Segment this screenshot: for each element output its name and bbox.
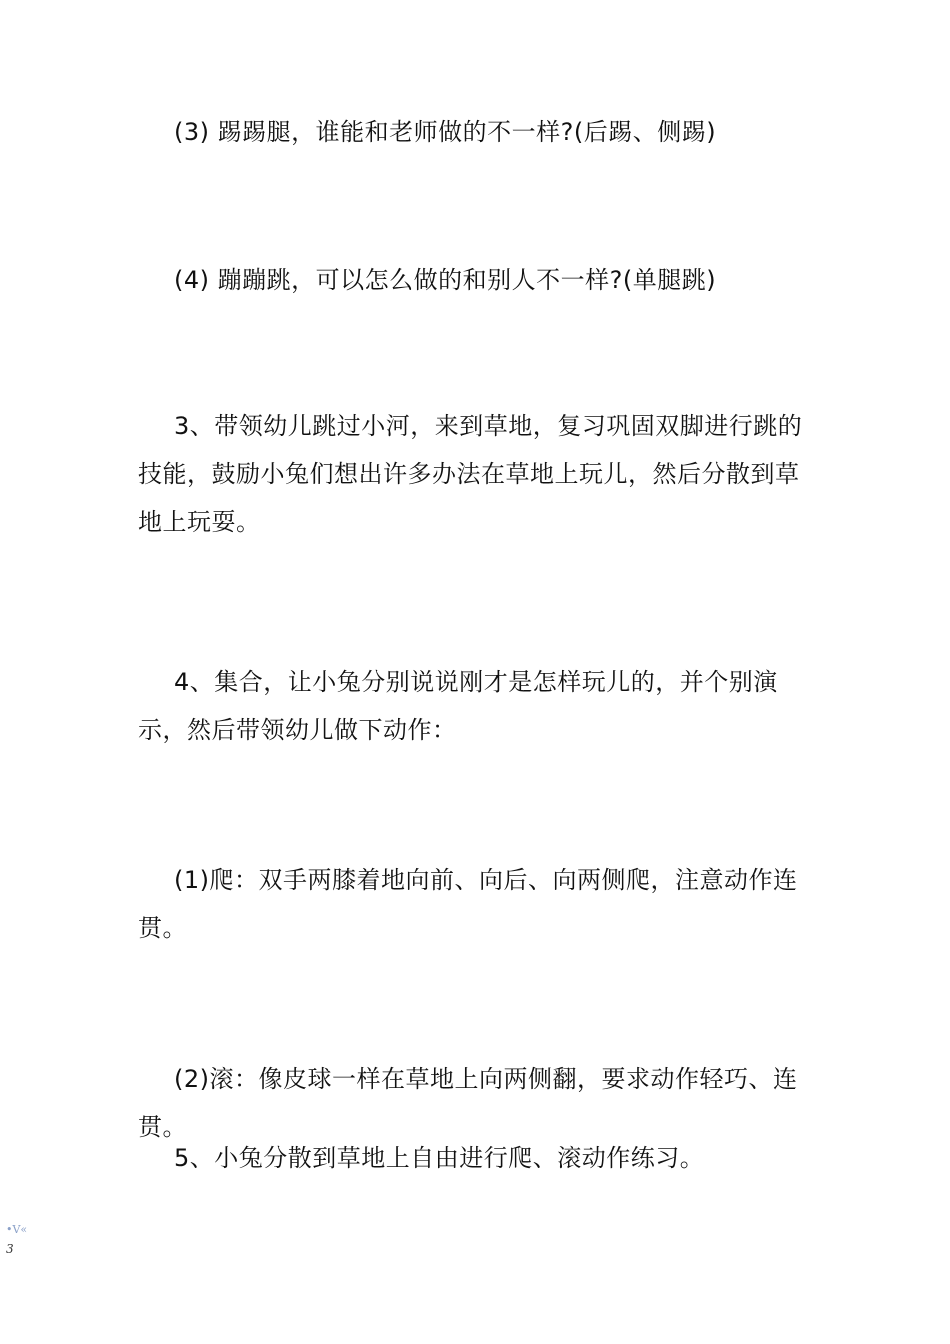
paragraph-step-3: 3、带领幼儿跳过小河，来到草地，复习巩固双脚进行跳的技能，鼓励小兔们想出许多办法在草地上玩儿，然后分散到草地上玩耍。 bbox=[138, 412, 803, 536]
paragraph-crawl: (1)爬：双手两膝着地向前、向后、向两侧爬，注意动作连贯。 bbox=[138, 866, 798, 942]
paragraph-step-4: 4、集合，让小兔分别说说刚才是怎样玩儿的，并个别演示，然后带领幼儿做下动作： bbox=[138, 668, 778, 744]
paragraph-roll: (2)滚：像皮球一样在草地上向两侧翻，要求动作轻巧、连贯。 bbox=[138, 1065, 798, 1141]
page-number: 3 bbox=[6, 1242, 14, 1256]
paragraph-hop-jump: (4) 蹦蹦跳，可以怎么做的和别人不一样?(单腿跳) bbox=[174, 266, 717, 294]
paragraph-step-5: 5、小兔分散到草地上自由进行爬、滚动作练习。 bbox=[174, 1144, 705, 1172]
paragraph-kick-legs: (3) 踢踢腿，谁能和老师做的不一样?(后踢、侧踢) bbox=[174, 118, 717, 146]
footer-mark: •V« bbox=[6, 1223, 28, 1236]
